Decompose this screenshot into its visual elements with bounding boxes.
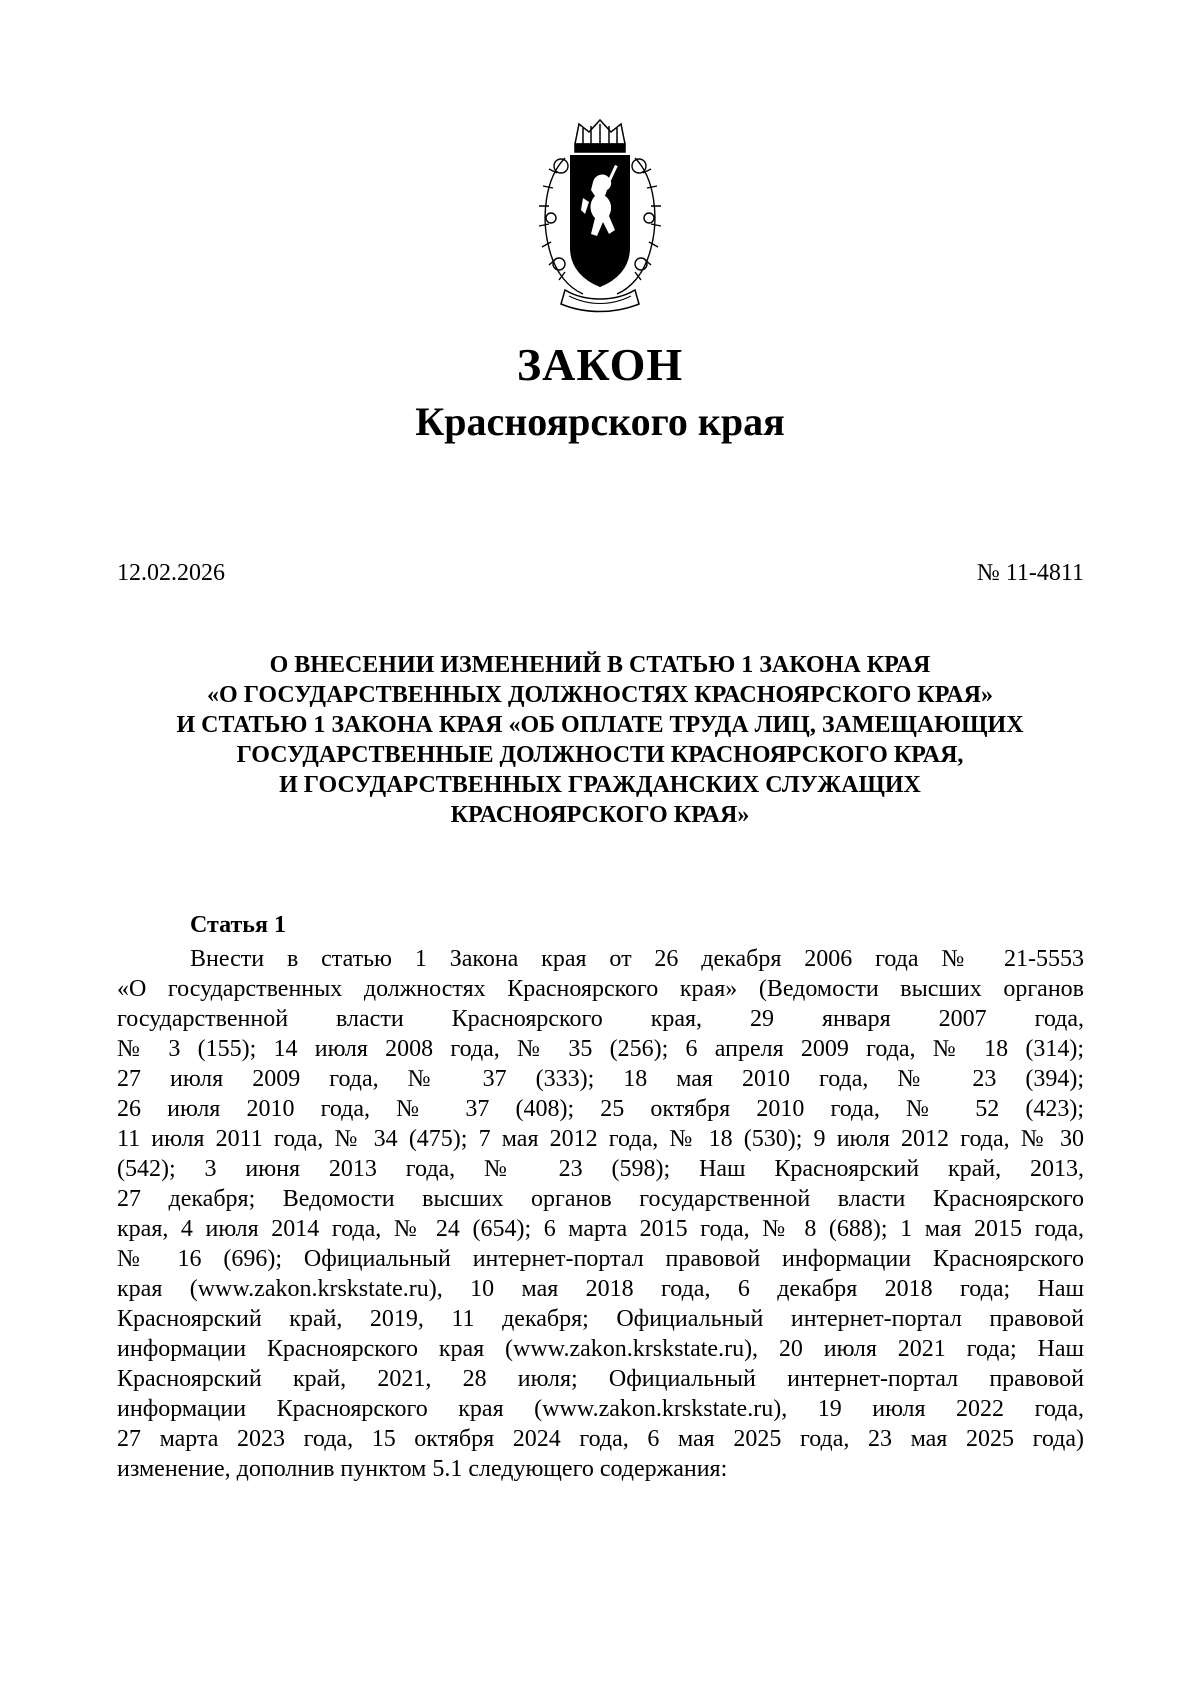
body-line: 27 декабря; Ведомости высших органов государственной власти Красноярского (117, 1186, 1084, 1212)
law-date: 12.02.2026 (117, 560, 225, 586)
law-subject (110, 650, 1090, 830)
body-line: Внести в статью 1 Закона края от 26 декабря 2006 года № 21-5553 (190, 946, 1084, 972)
body-line: «О государственных должностях Красноярского края» (Ведомости высших органов (117, 976, 1084, 1002)
coat-of-arms-emblem (535, 118, 665, 318)
body-line: информации Красноярского края (www.zakon.krskstate.ru), 19 июля 2022 года, (117, 1396, 1084, 1422)
body-line: № 16 (696); Официальный интернет-портал правовой информации Красноярского (117, 1246, 1084, 1272)
body-line: (542); 3 июня 2013 года, № 23 (598); Наш Красноярский край, 2013, (117, 1156, 1084, 1182)
body-line: информации Красноярского края (www.zakon.krskstate.ru), 20 июля 2021 года; Наш (117, 1336, 1084, 1362)
article-body (117, 944, 1084, 1484)
law-title: ЗАКОН (516, 339, 684, 390)
body-line: 27 марта 2023 года, 15 октября 2024 года, 6 мая 2025 года, 23 мая 2025 года) (117, 1426, 1084, 1452)
body-line: № 3 (155); 14 июля 2008 года, № 35 (256); 6 апреля 2009 года, № 18 (314); (117, 1036, 1084, 1062)
body-line: края (www.zakon.krskstate.ru), 10 мая 2018 года, 6 декабря 2018 года; Наш (117, 1276, 1084, 1302)
subject-line: О ВНЕСЕНИИ ИЗМЕНЕНИЙ В СТАТЬЮ 1 ЗАКОНА КРАЯ (269, 652, 931, 678)
subject-line: ГОСУДАРСТВЕННЫЕ ДОЛЖНОСТИ КРАСНОЯРСКОГО КРАЯ, (236, 742, 964, 768)
body-line: изменение, дополнив пунктом 5.1 следующего содержания: (117, 1456, 728, 1482)
body-line: 11 июля 2011 года, № 34 (475); 7 мая 2012 года, № 18 (530); 9 июля 2012 года, № 30 (117, 1126, 1084, 1152)
body-line: 27 июля 2009 года, № 37 (333); 18 мая 2010 года, № 23 (394); (117, 1066, 1084, 1092)
body-line: 26 июля 2010 года, № 37 (408); 25 октября 2010 года, № 52 (423); (117, 1096, 1084, 1122)
article-heading: Статья 1 (190, 912, 286, 938)
body-line: Красноярский край, 2021, 28 июля; Официальный интернет-портал правовой (117, 1366, 1084, 1392)
body-line: Красноярский край, 2019, 11 декабря; Официальный интернет-портал правовой (117, 1306, 1084, 1332)
subject-line: И ГОСУДАРСТВЕННЫХ ГРАЖДАНСКИХ СЛУЖАЩИХ (279, 772, 921, 798)
subject-line: И СТАТЬЮ 1 ЗАКОНА КРАЯ «ОБ ОПЛАТЕ ТРУДА ЛИЦ, ЗАМЕЩАЮЩИХ (176, 712, 1024, 738)
body-line: края, 4 июля 2014 года, № 24 (654); 6 марта 2015 года, № 8 (688); 1 мая 2015 года, (117, 1216, 1084, 1242)
subject-line: КРАСНОЯРСКОГО КРАЯ» (450, 802, 750, 828)
region-title: Красноярского края (415, 399, 785, 444)
body-line: государственной власти Красноярского края, 29 января 2007 года, (117, 1006, 1084, 1032)
law-number: № 11-4811 (976, 560, 1084, 586)
subject-line: «О ГОСУДАРСТВЕННЫХ ДОЛЖНОСТЯХ КРАСНОЯРСКОГО КРАЯ» (207, 682, 993, 708)
